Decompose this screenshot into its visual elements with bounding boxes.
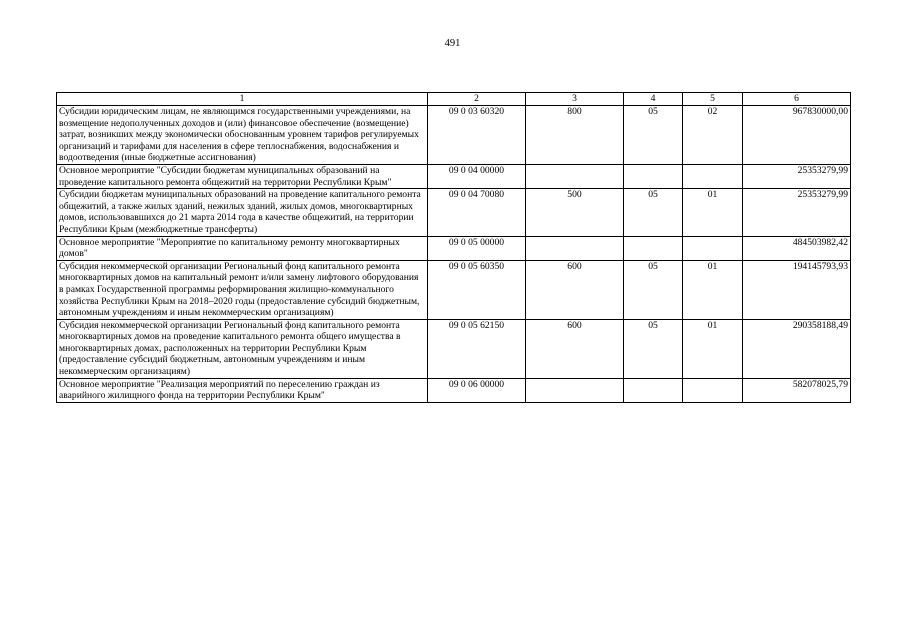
row-expense-type-cell: 500 xyxy=(526,189,624,236)
row-expense-type-cell: 800 xyxy=(526,106,624,165)
column-header: 5 xyxy=(683,93,743,106)
row-code-cell: 09 0 05 62150 xyxy=(428,319,526,378)
row-expense-type-cell xyxy=(526,236,624,260)
row-subsection-cell xyxy=(683,164,743,188)
row-code-cell: 09 0 04 70080 xyxy=(428,189,526,236)
column-header: 4 xyxy=(624,93,683,106)
row-subsection-cell: 01 xyxy=(683,319,743,378)
row-subsection-cell: 01 xyxy=(683,189,743,236)
row-expense-type-cell xyxy=(526,164,624,188)
row-section-cell: 05 xyxy=(624,319,683,378)
row-expense-type-cell xyxy=(526,378,624,402)
row-section-cell xyxy=(624,236,683,260)
row-subsection-cell xyxy=(683,236,743,260)
column-header: 2 xyxy=(428,93,526,106)
row-section-cell xyxy=(624,164,683,188)
row-name-cell: Субсидия некоммерческой организации Региональный фонд капитального ремонта многоквартирных домов на капитальный ремонт и/или замену лифтового оборудования в рамках Государственной программы реформирования жилищно-коммунального хозяйства Республики Крым на 2018–2020 годы (предоставление субсидий бюджетным, автономным учреждениям и иным некоммерческим организациям) xyxy=(57,260,428,319)
row-code-cell: 09 0 05 00000 xyxy=(428,236,526,260)
page-number: 491 xyxy=(444,38,461,49)
row-expense-type-cell: 600 xyxy=(526,319,624,378)
row-section-cell xyxy=(624,378,683,402)
row-sum-cell: 484503982,42 xyxy=(743,236,851,260)
row-sum-cell: 25353279,99 xyxy=(743,164,851,188)
row-section-cell: 05 xyxy=(624,106,683,165)
row-sum-cell: 194145793,93 xyxy=(743,260,851,319)
column-header: 3 xyxy=(526,93,624,106)
row-code-cell: 09 0 03 60320 xyxy=(428,106,526,165)
table-row xyxy=(57,260,851,319)
row-name-cell: Субсидии бюджетам муниципальных образований на проведение капитального ремонта общежитий, а также жилых зданий, нежилых зданий, жилых домов, многоквартирных домов, использовавшихся до 21 марта 2014 года в качестве общежитий, на территории Республики Крым (межбюджетные трансферты) xyxy=(57,189,428,236)
column-header: 6 xyxy=(743,93,851,106)
table-row xyxy=(57,319,851,378)
row-sum-cell: 582078025,79 xyxy=(743,378,851,402)
table-row xyxy=(57,236,851,260)
column-header: 1 xyxy=(57,93,428,106)
row-code-cell: 09 0 04 00000 xyxy=(428,164,526,188)
budget-table xyxy=(56,92,851,403)
row-name-cell: Основное мероприятие "Мероприятие по капитальному ремонту многоквартирных домов" xyxy=(57,236,428,260)
row-name-cell: Основное мероприятие "Субсидии бюджетам муниципальных образований на проведение капитального ремонта общежитий на территории Республики Крым" xyxy=(57,164,428,188)
row-name-cell: Субсидии юридическим лицам, не являющимся государственными учреждениями, на возмещение недополученных доходов и (или) финансовое обеспечение (возмещение) затрат, возникших между экономически обоснованным уровнем тарифов регулируемых организаций и тарифами для населения в сфере теплоснабжения, водоснабжения и водоотведения (иные бюджетные ассигнования) xyxy=(57,106,428,165)
row-code-cell: 09 0 06 00000 xyxy=(428,378,526,402)
row-expense-type-cell: 600 xyxy=(526,260,624,319)
row-subsection-cell: 02 xyxy=(683,106,743,165)
row-sum-cell: 290358188,49 xyxy=(743,319,851,378)
row-sum-cell: 25353279,99 xyxy=(743,189,851,236)
row-subsection-cell: 01 xyxy=(683,260,743,319)
table-header-row xyxy=(57,93,851,106)
row-name-cell: Субсидия некоммерческой организации Региональный фонд капитального ремонта многоквартирных домов на проведение капитального ремонта общего имущества в многоквартирных домах, расположенных на территории Республики Крым (предоставление субсидий бюджетным, автономным учреждениям и иным некоммерческим организациям) xyxy=(57,319,428,378)
row-sum-cell: 967830000,00 xyxy=(743,106,851,165)
table-row xyxy=(57,189,851,236)
row-section-cell: 05 xyxy=(624,189,683,236)
row-section-cell: 05 xyxy=(624,260,683,319)
row-code-cell: 09 0 05 60350 xyxy=(428,260,526,319)
table-row xyxy=(57,106,851,165)
table-row xyxy=(57,378,851,402)
table-row xyxy=(57,164,851,188)
row-subsection-cell xyxy=(683,378,743,402)
row-name-cell: Основное мероприятие "Реализация мероприятий по переселению граждан из аварийного жилищного фонда на территории Республики Крым" xyxy=(57,378,428,402)
